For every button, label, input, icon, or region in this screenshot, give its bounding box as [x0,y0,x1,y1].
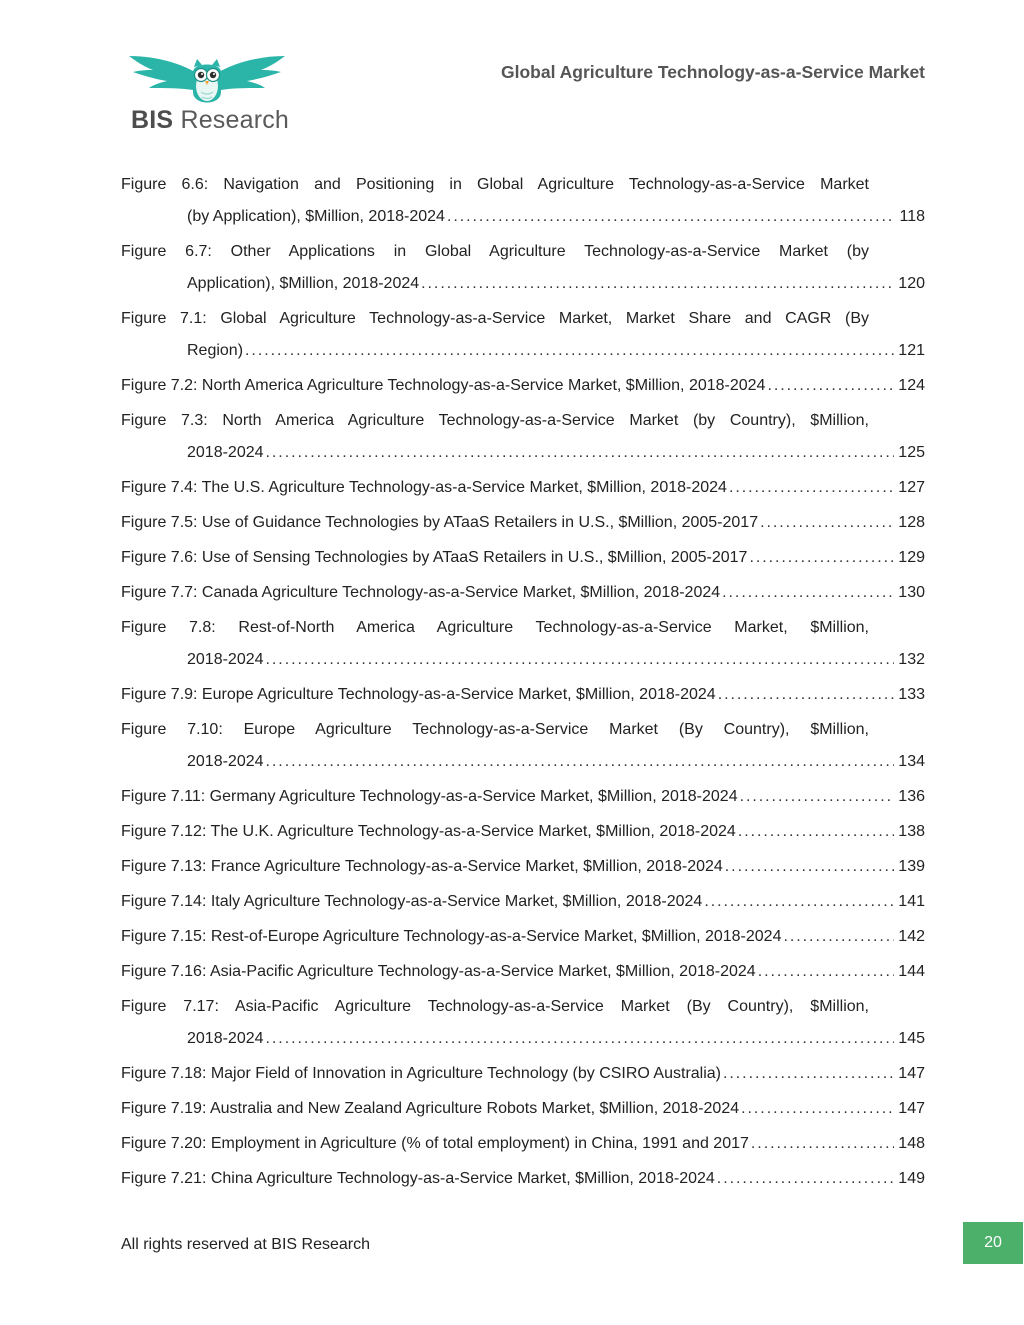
footer-copyright: All rights reserved at BIS Research [121,1236,370,1253]
toc-entry-page-number: 136 [898,788,925,805]
logo-bold-text: BIS [131,106,174,134]
toc-entry-title: Figure 7.2: North America Agriculture Technology-as-a-Service Market, $Million, 2018-2024 [121,377,766,394]
toc-entry-title: Figure 7.11: Germany Agriculture Technology-as-a-Service Market, $Million, 2018-2024 [121,788,738,805]
toc-entry[interactable] [121,175,925,227]
toc-entry[interactable] [121,927,925,947]
logo-wordmark [131,106,289,135]
dot-leader [421,274,894,294]
dot-leader [723,1064,894,1084]
toc-entry-title-line: Figure 7.1: Global Agriculture Technology-as-a-Service Market, Market Share and CAGR (By [121,310,869,327]
toc-entry-page-number: 125 [898,444,925,461]
dot-leader [740,787,895,807]
toc-entry[interactable] [121,1169,925,1189]
dot-leader [738,822,894,842]
toc-entry-title: Figure 7.19: Australia and New Zealand Agriculture Robots Market, $Million, 2018-2024 [121,1100,740,1117]
dot-leader [447,207,896,227]
dot-leader [725,857,895,877]
dot-leader [266,1029,895,1049]
toc-entry-title: Figure 7.6: Use of Sensing Technologies by ATaaS Retailers in U.S., $Million, 2005-2017 [121,549,748,566]
toc-entry-page-number: 128 [898,514,925,531]
toc-entry-title-continuation: 2018-2024 [187,1030,264,1047]
toc-entry-page-number: 142 [898,928,925,945]
toc-entry[interactable] [121,583,925,603]
toc-entry[interactable] [121,892,925,912]
bis-research-logo [127,50,290,138]
page-number: 20 [984,1234,1002,1251]
dot-leader [749,548,894,568]
toc-entry[interactable] [121,962,925,982]
dot-leader [758,962,895,982]
toc-entry-page-number: 133 [898,686,925,703]
page-number-badge [963,1222,1023,1264]
toc-entry-title-continuation: (by Application), $Million, 2018-2024 [187,208,445,225]
document-title: Global Agriculture Technology-as-a-Service Market [501,62,925,82]
dot-leader [718,685,895,705]
toc-entry-title-line: Figure 6.6: Navigation and Positioning in Global Agriculture Technology-as-a-Service Market [121,176,869,193]
toc-entry[interactable] [121,1064,925,1084]
toc-entry[interactable] [121,618,925,670]
toc-entry[interactable] [121,513,925,533]
logo-light-text: Research [180,106,290,134]
dot-leader [729,478,894,498]
toc-entry-page-number: 118 [899,208,925,225]
toc-entry-page-number: 124 [898,377,925,394]
dot-leader [783,927,894,947]
toc-entry-page-number: 132 [898,651,925,668]
toc-entry-title-line: Figure 7.17: Asia-Pacific Agriculture Technology-as-a-Service Market (By Country), $Million, [121,998,869,1015]
toc-entry[interactable] [121,997,925,1049]
toc-entry-title: Figure 7.18: Major Field of Innovation in Agriculture Technology (by CSIRO Australia) [121,1065,721,1082]
toc-entry-title: Figure 7.20: Employment in Agriculture (% of total employment) in China, 1991 and 2017 [121,1135,749,1152]
toc-entry-title-line: Figure 7.8: Rest-of-North America Agriculture Technology-as-a-Service Market, $Million, [121,619,869,636]
toc-entry-title: Figure 7.12: The U.K. Agriculture Technology-as-a-Service Market, $Million, 2018-2024 [121,823,736,840]
toc-entry[interactable] [121,787,925,807]
dot-leader [266,752,895,772]
toc-entry-title: Figure 7.13: France Agriculture Technology-as-a-Service Market, $Million, 2018-2024 [121,858,723,875]
toc-entry-title: Figure 7.15: Rest-of-Europe Agriculture Technology-as-a-Service Market, $Million, 2018-2024 [121,928,782,945]
dot-leader [722,583,894,603]
toc-entry[interactable] [121,242,925,294]
toc-entry-page-number: 129 [898,549,925,566]
toc-entry[interactable] [121,720,925,772]
toc-entry-title-line: Figure 6.7: Other Applications in Global Agriculture Technology-as-a-Service Market (by [121,243,869,260]
toc-entry-page-number: 139 [898,858,925,875]
table-of-figures [121,175,925,1204]
toc-entry[interactable] [121,411,925,463]
toc-entry-page-number: 147 [898,1100,925,1117]
toc-entry-page-number: 145 [898,1030,925,1047]
dot-leader [760,513,894,533]
toc-entry-title-continuation: 2018-2024 [187,651,264,668]
toc-entry-page-number: 138 [898,823,925,840]
toc-entry[interactable] [121,1134,925,1154]
dot-leader [751,1134,894,1154]
toc-entry[interactable] [121,1099,925,1119]
toc-entry-page-number: 127 [898,479,925,496]
toc-entry-page-number: 147 [898,1065,925,1082]
dot-leader [245,341,894,361]
toc-entry[interactable] [121,309,925,361]
toc-entry-page-number: 141 [898,893,925,910]
toc-entry-page-number: 144 [898,963,925,980]
toc-entry-title-continuation: Application), $Million, 2018-2024 [187,275,420,292]
toc-entry[interactable] [121,822,925,842]
toc-entry-title: Figure 7.14: Italy Agriculture Technology-as-a-Service Market, $Million, 2018-2024 [121,893,703,910]
toc-entry-title: Figure 7.7: Canada Agriculture Technology-as-a-Service Market, $Million, 2018-2024 [121,584,721,601]
toc-entry-page-number: 121 [898,342,925,359]
dot-leader [266,650,895,670]
toc-entry-title: Figure 7.16: Asia-Pacific Agriculture Technology-as-a-Service Market, $Million, 2018-2024 [121,963,756,980]
toc-entry[interactable] [121,685,925,705]
toc-entry-title-continuation: Region) [187,342,244,359]
dot-leader [704,892,894,912]
toc-entry-page-number: 120 [898,275,925,292]
toc-entry-title-line: Figure 7.10: Europe Agriculture Technology-as-a-Service Market (By Country), $Million, [121,721,869,738]
toc-entry-title-continuation: 2018-2024 [187,753,264,770]
toc-entry-page-number: 134 [898,753,925,770]
dot-leader [741,1099,894,1119]
toc-entry[interactable] [121,376,925,396]
dot-leader [266,443,895,463]
toc-entry-page-number: 148 [898,1135,925,1152]
toc-entry[interactable] [121,478,925,498]
toc-entry-title: Figure 7.5: Use of Guidance Technologies by ATaaS Retailers in U.S., $Million, 2005-2017 [121,514,759,531]
toc-entry-title: Figure 7.9: Europe Agriculture Technology-as-a-Service Market, $Million, 2018-2024 [121,686,716,703]
toc-entry[interactable] [121,548,925,568]
toc-entry-page-number: 130 [898,584,925,601]
dot-leader [767,376,894,396]
toc-entry-title: Figure 7.21: China Agriculture Technology-as-a-Service Market, $Million, 2018-2024 [121,1170,715,1187]
dot-leader [717,1169,895,1189]
toc-entry-page-number: 149 [898,1170,925,1187]
toc-entry[interactable] [121,857,925,877]
toc-entry-title: Figure 7.4: The U.S. Agriculture Technology-as-a-Service Market, $Million, 2018-2024 [121,479,727,496]
owl-logo-icon [127,50,287,112]
toc-entry-title-line: Figure 7.3: North America Agriculture Technology-as-a-Service Market (by Country), $Million, [121,412,869,429]
toc-entry-title-continuation: 2018-2024 [187,444,264,461]
